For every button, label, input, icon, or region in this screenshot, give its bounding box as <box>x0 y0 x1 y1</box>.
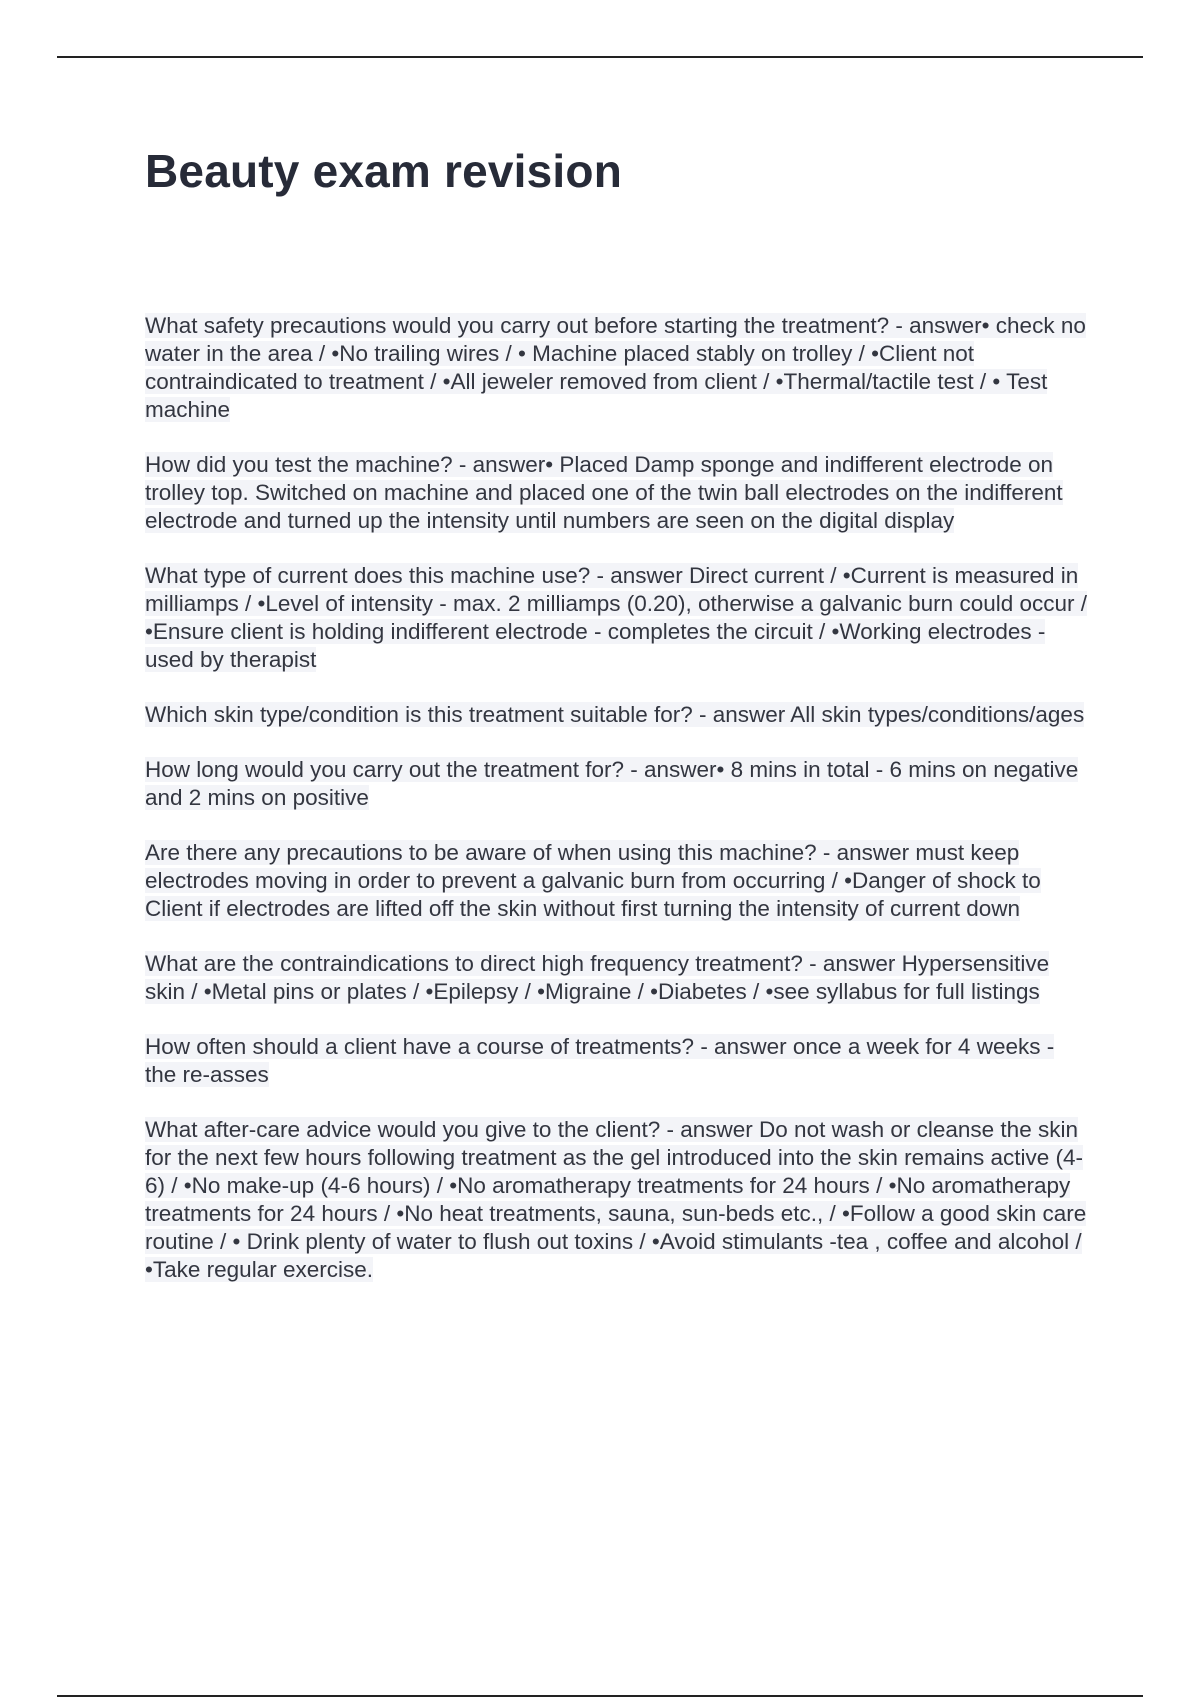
qa-text: Are there any precautions to be aware of when using this machine? - answer must keep electrodes moving in order to prevent a galvanic burn from occurring / •Danger of shock to Client if electrodes are lifted off the skin without first turning the intensity of current down <box>145 840 1041 921</box>
qa-text: What after-care advice would you give to the client? - answer Do not wash or cleanse the skin for the next few hours following treatment as the gel introduced into the skin remains active (4-6) / •No make-up (4-6 hours) / •No aromatherapy treatments for 24 hours / •No aromatherapy treatments for 24 hours / •No heat treatments, sauna, sun-beds etc., / •Follow a good skin care routine / • Drink plenty of water to flush out toxins / •Avoid stimulants -tea , coffee and alcohol / •Take regular exercise. <box>145 1117 1087 1282</box>
qa-text: What safety precautions would you carry out before starting the treatment? - answer• check no water in the area / •No trailing wires / • Machine placed stably on trolley / •Client not contraindicated to treatment / •All jeweler removed from client / •Thermal/tactile test / • Test machine <box>145 313 1086 422</box>
qa-item <box>145 701 1090 729</box>
qa-list <box>145 312 1090 1311</box>
qa-text: How often should a client have a course of treatments? - answer once a week for 4 weeks - the re-asses <box>145 1034 1055 1087</box>
qa-item <box>145 950 1090 1006</box>
qa-text: How did you test the machine? - answer• Placed Damp sponge and indifferent electrode on trolley top. Switched on machine and placed one of the twin ball electrodes on the indifferent electrode and turned up the intensity until numbers are seen on the digital display <box>145 452 1063 533</box>
top-divider <box>57 56 1143 58</box>
qa-text: Which skin type/condition is this treatment suitable for? - answer All skin types/conditions/ages <box>145 702 1085 727</box>
qa-item <box>145 839 1090 923</box>
qa-item <box>145 1033 1090 1089</box>
qa-item <box>145 756 1090 812</box>
qa-text: What type of current does this machine use? - answer Direct current / •Current is measured in milliamps / •Level of intensity - max. 2 milliamps (0.20), otherwise a galvanic burn could occur / •Ensure client is holding indifferent electrode - completes the circuit / •Working electrodes - used by therapist <box>145 563 1088 672</box>
qa-text: How long would you carry out the treatment for? - answer• 8 mins in total - 6 mins on negative and 2 mins on positive <box>145 757 1079 810</box>
qa-item <box>145 1116 1090 1284</box>
page-title: Beauty exam revision <box>145 145 623 197</box>
qa-item <box>145 562 1090 674</box>
bottom-divider <box>57 1695 1143 1697</box>
qa-item <box>145 312 1090 424</box>
qa-text: What are the contraindications to direct high frequency treatment? - answer Hypersensitive skin / •Metal pins or plates / •Epilepsy / •Migraine / •Diabetes / •see syllabus for full listings <box>145 951 1050 1004</box>
qa-item <box>145 451 1090 535</box>
